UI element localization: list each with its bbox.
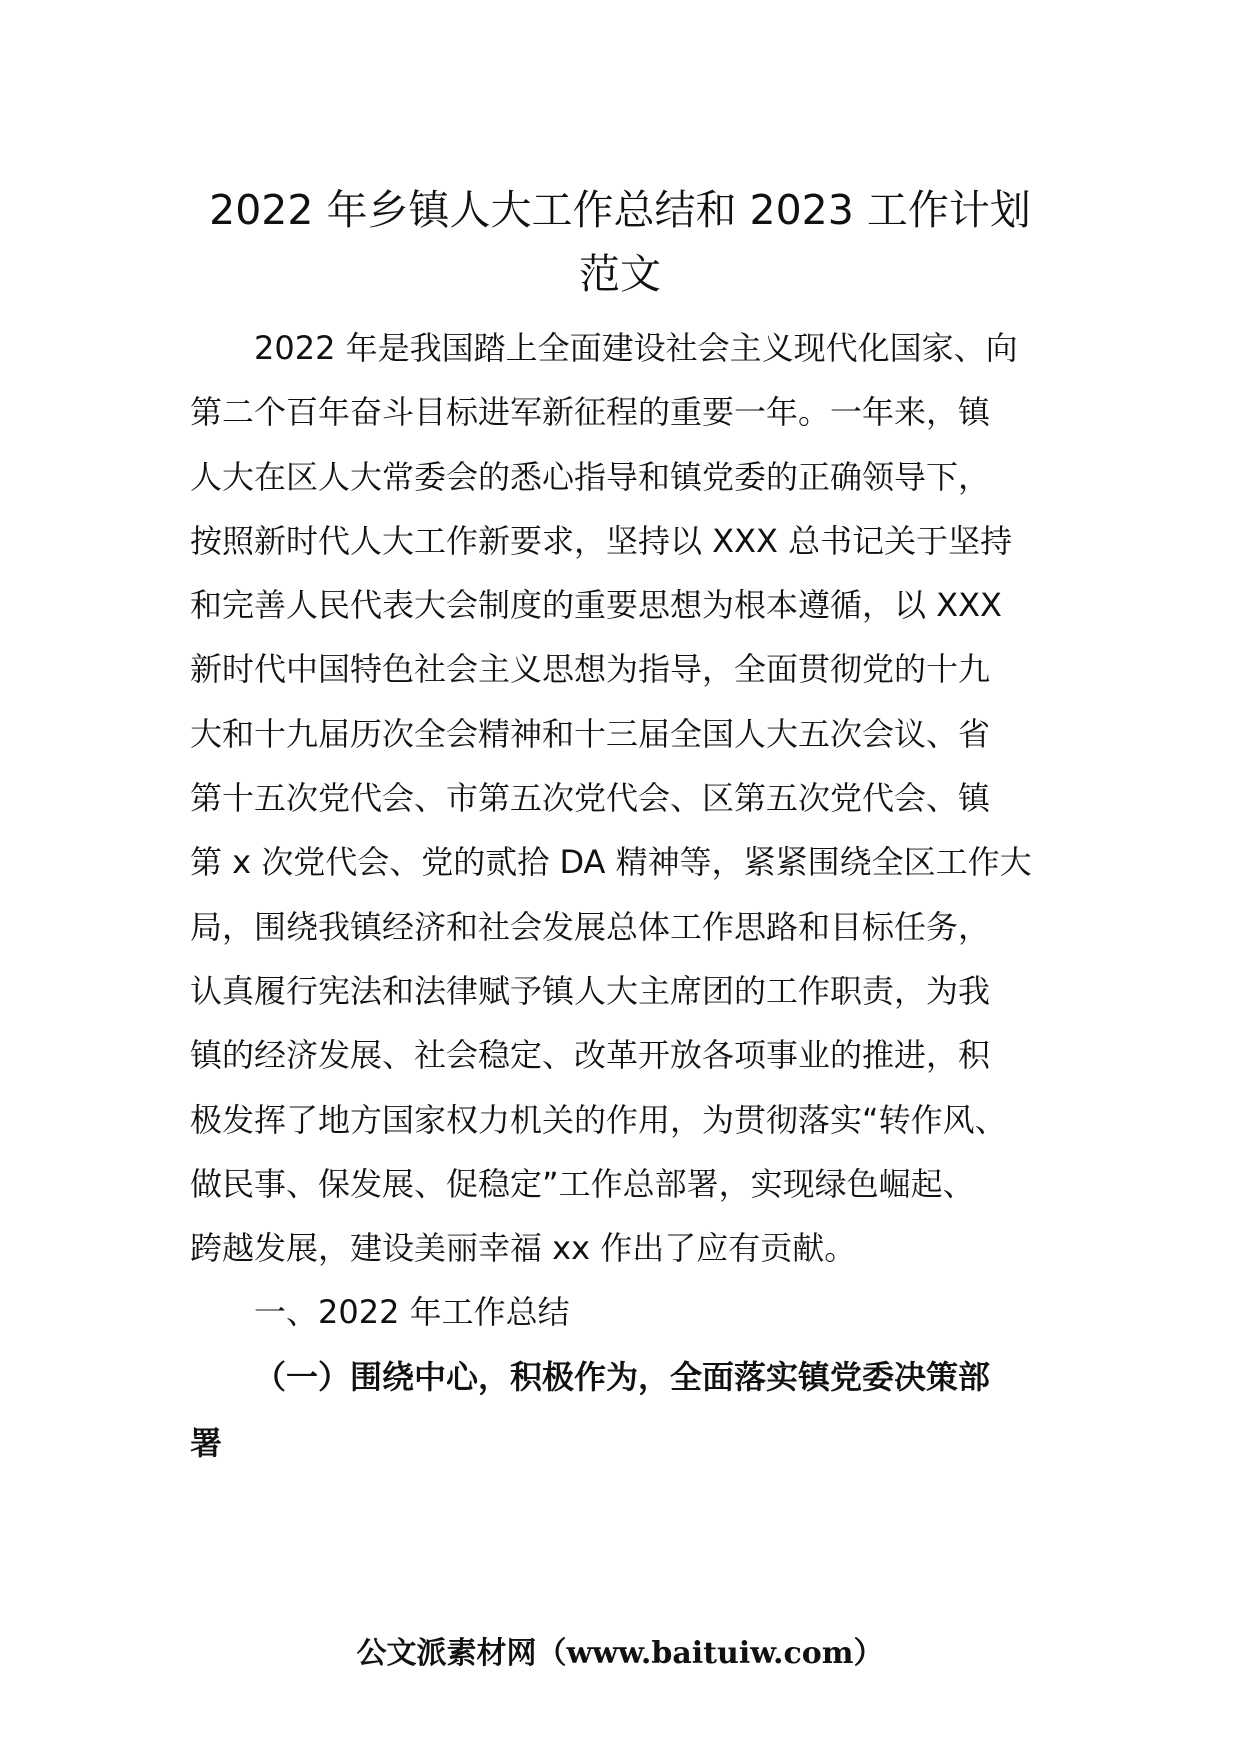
paragraph-line: 第 x 次党代会、党的贰拾 DA 精神等，紧紧围绕全区工作大 [190,843,1032,882]
page-footer: 公文派素材网（www.baituiw.com） [356,1636,884,1671]
title-line-1: 2022 年乡镇人大工作总结和 2023 工作计划 [209,186,1031,234]
subsection-heading-line-2: 署 [190,1423,223,1462]
paragraph-line: 新时代中国特色社会主义思想为指导，全面贯彻党的十九 [190,650,991,689]
paragraph-line: 大和十九届历次全会精神和十三届全国人大五次会议、省 [190,714,991,753]
paragraph-line: 第十五次党代会、市第五次党代会、区第五次党代会、镇 [190,779,991,818]
paragraph-line: 极发挥了地方国家权力机关的作用，为贯彻落实“转作风、 [190,1100,1007,1139]
paragraph-line: 第二个百年奋斗目标进军新征程的重要一年。一年来，镇 [190,393,991,432]
section-heading: 一、2022 年工作总结 [254,1293,570,1332]
document-body [190,328,1060,1489]
paragraph-line: 2022 年是我国踏上全面建设社会主义现代化国家、向 [254,329,1018,367]
paragraph-line: 按照新时代人大工作新要求，坚持以 XXX 总书记关于坚持 [190,521,1013,560]
intro-paragraph [190,328,1060,1292]
paragraph-line: 和完善人民代表大会制度的重要思想为根本遵循，以 XXX [190,586,1002,625]
paragraph-line: 局，围绕我镇经济和社会发展总体工作思路和目标任务， [190,907,991,946]
paragraph-line: 跨越发展，建设美丽幸福 xx 作出了应有贡献。 [190,1229,857,1268]
subsection-heading-line-1: （一）围绕中心，积极作为，全面落实镇党委决策部 [254,1357,991,1396]
paragraph-line: 做民事、保发展、促稳定”工作总部署，实现绿色崛起、 [190,1164,975,1203]
paragraph-line: 认真履行宪法和法律赋予镇人大主席团的工作职责，为我 [190,971,991,1010]
document-title [180,178,1060,306]
title-line-2: 范文 [579,250,661,298]
paragraph-line: 人大在区人大常委会的悉心指导和镇党委的正确领导下， [190,457,991,496]
subsection-heading [190,1357,1060,1489]
paragraph-line: 镇的经济发展、社会稳定、改革开放各项事业的推进，积 [190,1036,991,1075]
